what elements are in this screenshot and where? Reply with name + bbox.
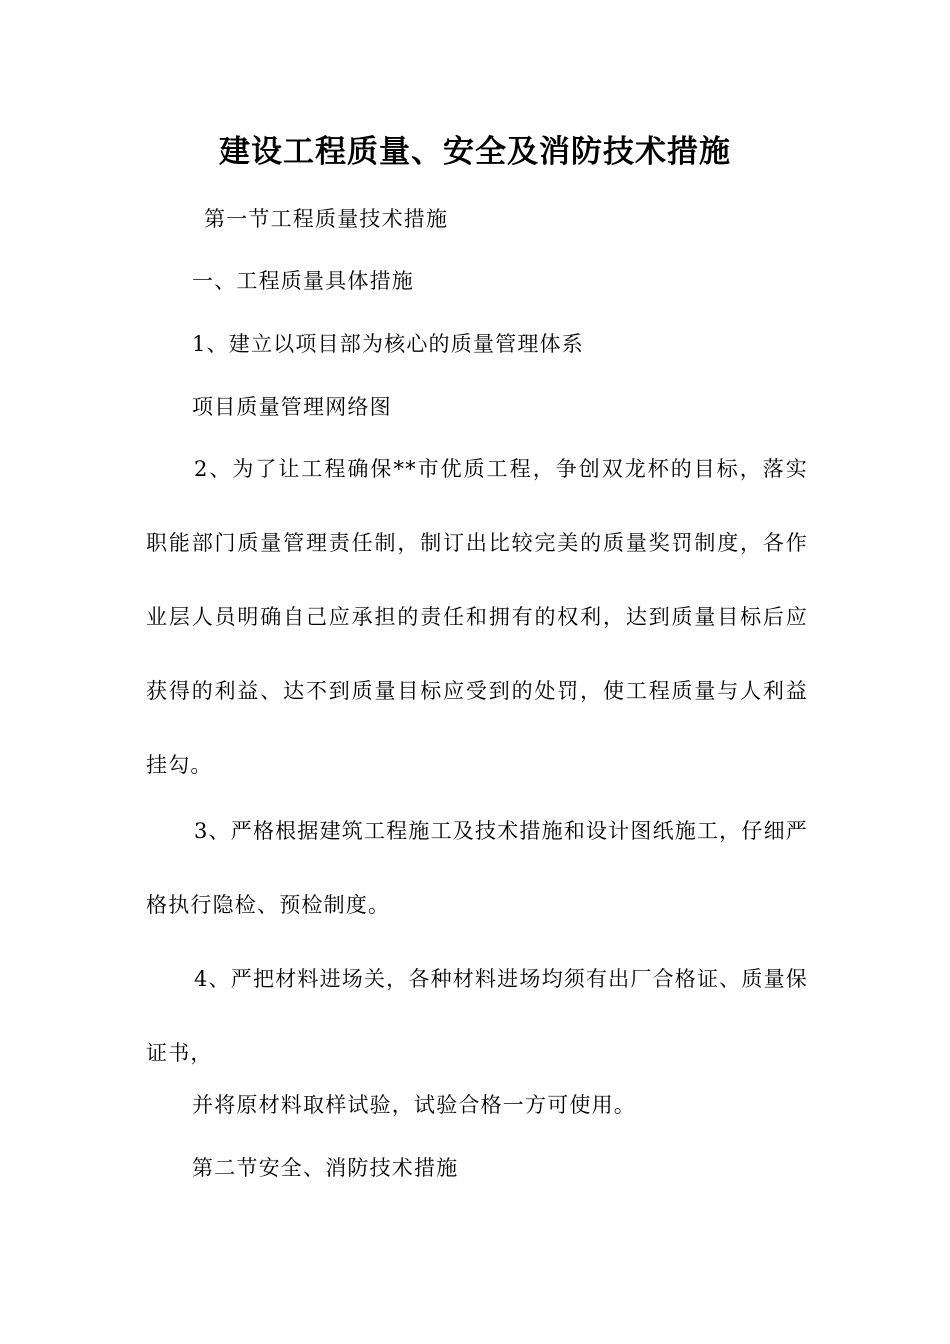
paragraph-item-2: 2、为了让工程确保**市优质工程，争创双龙杯的目标，落实职能部门质量管理责任制，制订出比较完美的质量奖罚制度，各作业层人员明确自己应承担的责任和拥有的权利，达到质量目标后应获得的利益、达不到质量目标应受到的处罚，使工程质量与人利益挂勾。 [146,457,808,777]
paragraph-item-3: 3、严格根据建筑工程施工及技术措施和设计图纸施工，仔细严格执行隐检、预检制度。 [146,819,808,917]
figure-caption: 项目质量管理网络图 [192,395,392,419]
paragraph-continuation: 并将原材料取样试验，试验合格一方可使用。 [192,1093,636,1117]
list-item: 1、建立以项目部为核心的质量管理体系 [192,332,584,356]
paragraph-item-4: 4、严把材料进场关，各种材料进场均须有出厂合格证、质量保证书， [146,967,808,1065]
section-heading: 第一节工程质量技术措施 [204,207,449,231]
subsection-heading: 一、工程质量具体措施 [192,269,414,293]
section-heading: 第二节安全、消防技术措施 [192,1156,459,1180]
document-title: 建设工程质量、安全及消防技术措施 [219,134,731,170]
